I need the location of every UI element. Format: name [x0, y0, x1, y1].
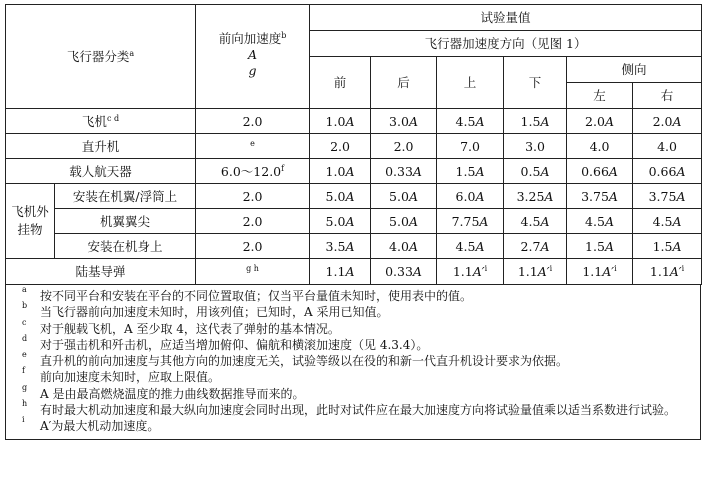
header-right: 右 [633, 83, 702, 109]
footnote-mark: b [22, 301, 28, 311]
cell-back [371, 259, 437, 285]
table-row [6, 209, 702, 234]
accel-symbol: A [672, 238, 682, 254]
accel-symbol: A [479, 213, 489, 229]
accel-symbol: A [345, 163, 355, 179]
footnote-text: 按不同平台和安装在平台的不同位置取值；仅当平台量值未知时，使用表中的值。 [40, 289, 473, 303]
cell-front [310, 234, 371, 259]
cell-text: 6.0 [455, 188, 476, 204]
cell-down [504, 109, 567, 134]
accel-symbol: A [475, 238, 485, 254]
table-row [6, 134, 702, 159]
cell-text: 7.75 [451, 213, 480, 229]
footnote-ref: g h [246, 264, 259, 273]
accel-symbol: A [408, 113, 418, 129]
footnote-mark: e [22, 350, 27, 360]
footnote-item [22, 285, 694, 304]
cell-text: 0.33 [385, 163, 413, 179]
cell-text: 1.5 [520, 113, 541, 129]
cell-left [567, 209, 633, 234]
accel-symbol: A [412, 163, 422, 179]
accel-symbol: A [408, 188, 418, 204]
footnote-text: 对于强击机和歼击机，应适当增加俯仰、偏航和横滚加速度（见 4.3.4）。 [40, 337, 429, 352]
accel-symbol: A [475, 163, 485, 179]
cell-text: 机翼翼尖 [100, 213, 151, 229]
cell-down [504, 209, 567, 234]
cell-text: 安装在机身上 [87, 238, 163, 254]
footnote-text: A′为最大机动加速度。 [40, 419, 160, 434]
cell-text: 1.1 [582, 264, 603, 279]
cell-left [567, 109, 633, 134]
cell-forward [196, 159, 310, 184]
cell-back [371, 209, 437, 234]
cell-text: 4.0 [389, 238, 409, 254]
cell-front [310, 109, 371, 134]
cell-left [567, 134, 633, 159]
cell-front [310, 259, 371, 285]
header-test-value: 试验量值 [310, 5, 702, 31]
accel-symbol: A [345, 113, 355, 129]
cell-up [437, 184, 504, 209]
cell-text: 2.0 [393, 138, 414, 154]
cell-text: 4.5 [520, 213, 541, 229]
cell-right [633, 109, 702, 134]
footnote-ref: e [250, 138, 255, 148]
footnote-ref: i [549, 264, 553, 273]
cell-text: 安装在机翼/浮筒上 [72, 188, 178, 204]
cell-up [437, 109, 504, 134]
footnote-text: 有时最大机动加速度和最大纵向加速度会同时出现，此时对试件应在最大加速度方向将试验量值乘以适当系数进行试验。 [40, 403, 677, 418]
cell-text: 4.5 [455, 113, 476, 129]
accel-symbol: A [475, 188, 485, 204]
cell-down [504, 134, 567, 159]
acceleration-table-sheet [5, 4, 701, 440]
cell-text: 3.75 [581, 188, 609, 204]
header-direction: 飞行器加速度方向（见图 1） [310, 31, 702, 57]
cell-front [310, 184, 371, 209]
footnote-ref: f [281, 163, 285, 173]
cell-text: 3.5 [325, 238, 346, 254]
accel-symbol: A [544, 188, 554, 204]
cell-text: 2.0 [242, 188, 263, 204]
cell-front [310, 134, 371, 159]
row-label [6, 134, 196, 159]
cell-text: 1.1 [517, 264, 538, 279]
cell-right [633, 184, 702, 209]
header-category: 飞行器分类$^a$ [6, 5, 196, 109]
cell-text: 5.0 [389, 213, 409, 229]
cell-down [504, 234, 567, 259]
cell-text: 3.25 [516, 188, 545, 204]
cell-text: 直升机 [81, 138, 120, 154]
cell-text: 2.7 [520, 238, 541, 254]
acceleration-table [5, 4, 702, 285]
cell-down [504, 159, 567, 184]
footnote-item [22, 366, 694, 385]
cell-front [310, 209, 371, 234]
cell-right [633, 259, 702, 285]
cell-text: 载人航天器 [69, 163, 132, 179]
cell-text: 飞机 [81, 113, 107, 129]
footnote-item [22, 415, 694, 434]
cell-right [633, 209, 702, 234]
cell-down [504, 259, 567, 285]
accel-symbol: A [412, 264, 422, 279]
cell-text: 2.0 [242, 213, 263, 229]
accel-symbol: A [345, 213, 355, 229]
header-front: 前 [310, 57, 371, 109]
cell-text: 5.0 [389, 188, 409, 204]
cell-right [633, 134, 702, 159]
cell-front [310, 159, 371, 184]
accel-symbol: A [608, 188, 618, 204]
cell-left [567, 159, 633, 184]
footnote-mark: c [22, 317, 27, 327]
cell-text: 陆基导弹 [75, 264, 126, 279]
footnote-text: 当飞行器前向加速度未知时，用该列值；已知时，A 采用已知值。 [40, 305, 389, 320]
cell-text: 1.5 [585, 238, 605, 254]
cell-text: 4.5 [585, 213, 605, 229]
cell-back [371, 134, 437, 159]
cell-text: 0.66 [648, 163, 677, 179]
row-label [6, 259, 196, 285]
cell-down [504, 184, 567, 209]
accel-symbol: A′ [472, 264, 485, 279]
cell-text: 1.0 [325, 163, 346, 179]
footnote-item [22, 301, 694, 320]
footnote-mark: g [22, 382, 28, 392]
cell-back [371, 234, 437, 259]
cell-text: 0.5 [520, 163, 541, 179]
row-label [6, 109, 196, 134]
cell-text: 1.1 [325, 264, 346, 279]
table-row [6, 109, 702, 134]
footnote-mark: h [22, 399, 28, 409]
accel-symbol: A [540, 238, 550, 254]
accel-symbol: A [672, 213, 682, 229]
accel-symbol: A [345, 188, 355, 204]
cell-text: 4.0 [589, 138, 610, 154]
row-label [55, 209, 196, 234]
header-side: 侧向 [567, 57, 702, 83]
accel-symbol: A [540, 213, 550, 229]
cell-text: 1.0 [325, 113, 346, 129]
table-row [6, 234, 702, 259]
cell-text: 1.1 [452, 264, 473, 279]
footnote-item [22, 399, 694, 418]
cell-text: 3.75 [648, 188, 677, 204]
cell-text: 3.0 [525, 138, 545, 154]
footnote-item [22, 333, 694, 353]
accel-symbol: A [475, 113, 485, 129]
cell-up [437, 134, 504, 159]
accel-symbol: A [608, 163, 618, 179]
accel-symbol: A′ [602, 264, 615, 279]
footnote-item [22, 317, 694, 337]
footnote-ref: i [484, 264, 488, 273]
footnote-ref: c d [106, 113, 120, 123]
cell-forward [196, 184, 310, 209]
footnote-mark: d [22, 333, 28, 343]
cell-text: 7.0 [460, 138, 480, 154]
cell-back [371, 109, 437, 134]
group-external-stores: 飞机外挂物 [6, 184, 55, 259]
header-down: 下 [504, 57, 567, 109]
cell-text: 2.0 [242, 113, 263, 129]
cell-right [633, 234, 702, 259]
footnote-mark: i [22, 415, 25, 425]
accel-symbol: A [408, 238, 418, 254]
cell-text: 4.5 [652, 213, 673, 229]
row-label [55, 234, 196, 259]
table-row [6, 184, 702, 209]
footnote-text: 前向加速度未知时，应取上限值。 [40, 370, 221, 385]
footnotes [5, 285, 701, 440]
accel-symbol: A′ [669, 264, 682, 279]
accel-symbol: A [540, 163, 550, 179]
cell-forward [196, 134, 310, 159]
cell-text: 6.0～12.0 [220, 163, 282, 179]
cell-up [437, 259, 504, 285]
footnote-text: 对于舰载飞机，A 至少取 4，这代表了弹射的基本情况。 [40, 321, 340, 336]
cell-forward [196, 109, 310, 134]
footnote-mark: a [22, 285, 27, 294]
accel-symbol: A [540, 113, 550, 129]
row-label [55, 184, 196, 209]
cell-text: 2.0 [652, 113, 673, 129]
accel-symbol: A [345, 238, 355, 254]
table-row [6, 259, 702, 285]
header-up: 上 [437, 57, 504, 109]
header-forward-accel: 前向加速度$^b$ A g [196, 5, 310, 109]
cell-text: 2.0 [330, 138, 350, 154]
accel-symbol: A [408, 213, 418, 229]
accel-symbol: A [345, 264, 355, 279]
cell-text: 2.0 [585, 113, 605, 129]
cell-back [371, 184, 437, 209]
accel-symbol: A [604, 213, 614, 229]
cell-text: 1.1 [649, 264, 670, 279]
cell-forward [196, 209, 310, 234]
accel-symbol: A [676, 163, 686, 179]
accel-symbol: A [676, 188, 686, 204]
accel-symbol: A [672, 113, 682, 129]
cell-forward [196, 259, 310, 285]
header-back: 后 [371, 57, 437, 109]
cell-forward [196, 234, 310, 259]
footnote-ref: i [681, 264, 685, 273]
footnote-mark: f [22, 366, 25, 376]
cell-right [633, 159, 702, 184]
cell-left [567, 184, 633, 209]
accel-symbol: A [604, 113, 614, 129]
cell-text: 3.0 [389, 113, 409, 129]
cell-left [567, 259, 633, 285]
footnote-item [22, 382, 694, 402]
header-left: 左 [567, 83, 633, 109]
cell-text: 1.5 [652, 238, 673, 254]
row-label [6, 159, 196, 184]
footnote-text: A 是由最高燃烧温度的推力曲线数据推导而来的。 [40, 386, 305, 401]
cell-text: 1.5 [455, 163, 476, 179]
cell-text: 4.0 [657, 138, 677, 154]
accel-symbol: A′ [537, 264, 550, 279]
cell-text: 0.33 [385, 264, 413, 279]
cell-back [371, 159, 437, 184]
table-row [6, 159, 702, 184]
cell-text: 0.66 [581, 163, 609, 179]
cell-text: 5.0 [325, 188, 346, 204]
cell-text: 4.5 [455, 238, 476, 254]
cell-left [567, 234, 633, 259]
footnote-text: 直升机的前向加速度与其他方向的加速度无关，试验等级以在役的和新一代直升机设计要求为依据。 [40, 354, 569, 369]
accel-symbol: A [604, 238, 614, 254]
footnote-ref: i [614, 264, 617, 273]
footnote-item [22, 350, 694, 369]
cell-text: 5.0 [325, 213, 346, 229]
cell-text: 2.0 [242, 238, 263, 254]
cell-up [437, 209, 504, 234]
cell-up [437, 159, 504, 184]
cell-up [437, 234, 504, 259]
